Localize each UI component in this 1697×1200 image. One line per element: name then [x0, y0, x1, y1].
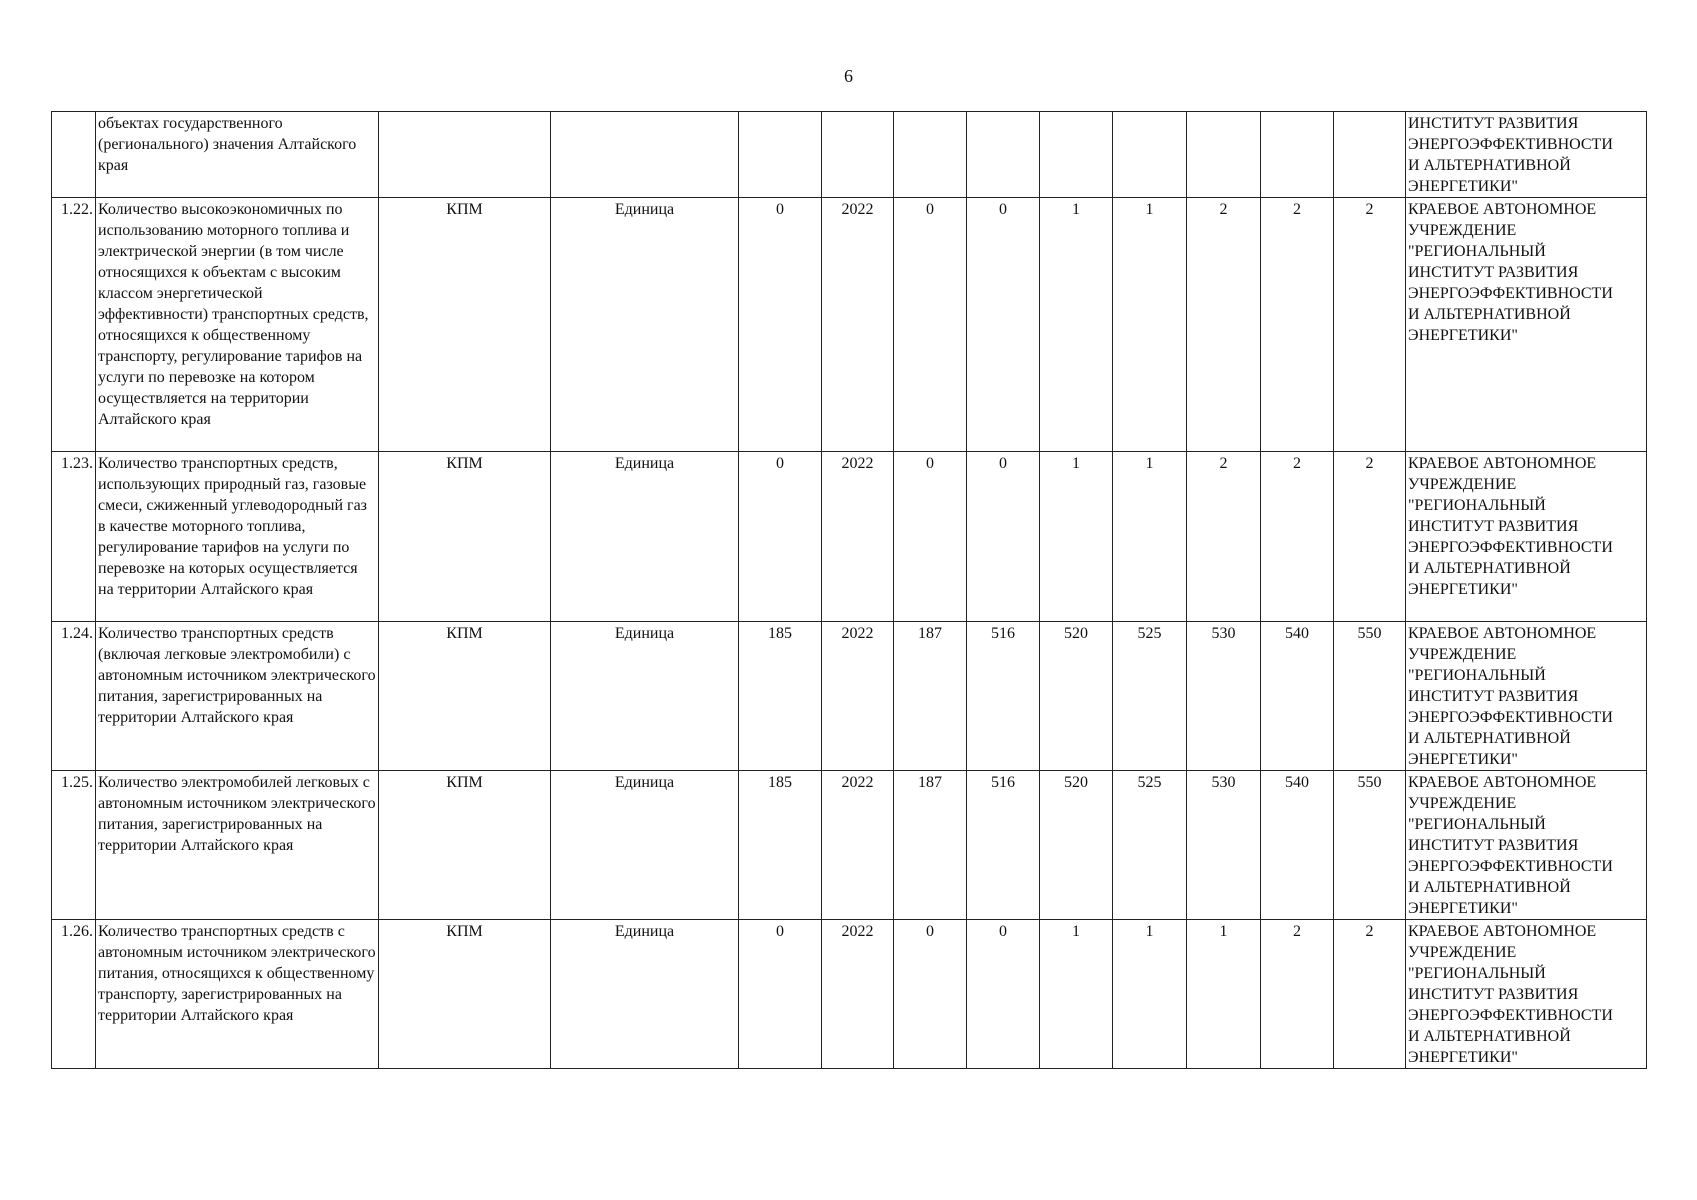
indicator-name-cell: Количество транспортных средств с автономным источником электрического питания, относящихся к общественному транспорту, зарегистрированных на территории Алтайского края: [96, 920, 379, 1069]
base-year-cell: 2022: [822, 771, 894, 920]
indicator-name-cell: Количество электромобилей легковых с автономным источником электрического питания, зарегистрированных на территории Алтайского края: [96, 771, 379, 920]
base-year-cell: 2022: [822, 198, 894, 452]
value-cell: 2: [1261, 452, 1334, 622]
base-value-cell: 185: [739, 771, 822, 920]
row-number-cell: 1.24.: [52, 622, 96, 771]
value-cell: [1040, 112, 1113, 198]
executor-line: "РЕГИОНАЛЬНЫЙ: [1408, 667, 1546, 684]
indicator-type-cell: [379, 112, 551, 198]
executor-line: И АЛЬТЕРНАТИВНОЙ: [1408, 730, 1571, 747]
executor-line: "РЕГИОНАЛЬНЫЙ: [1408, 497, 1546, 514]
table-row: [52, 771, 1647, 920]
value-cell: 540: [1261, 771, 1334, 920]
table-row: [52, 622, 1647, 771]
value-cell: 550: [1334, 771, 1406, 920]
indicator-type-cell: КПМ: [379, 920, 551, 1069]
row-number-cell: 1.25.: [52, 771, 96, 920]
row-number-cell: 1.22.: [52, 198, 96, 452]
value-cell: [1187, 112, 1261, 198]
indicator-name-cell: Количество транспортных средств, использующих природный газ, газовые смеси, сжиженный углеводородный газ в качестве моторного топлива, регулирование тарифов на услуги по перевозке на которых осуществляется на территории Алтайского края: [96, 452, 379, 622]
executor-line: И АЛЬТЕРНАТИВНОЙ: [1408, 879, 1571, 896]
executor-line: УЧРЕЖДЕНИЕ: [1408, 646, 1517, 663]
executor-line: УЧРЕЖДЕНИЕ: [1408, 476, 1517, 493]
executor-line: КРАЕВОЕ АВТОНОМНОЕ: [1408, 455, 1597, 472]
executor-line: ЭНЕРГЕТИКИ": [1408, 581, 1518, 598]
executor-line: "РЕГИОНАЛЬНЫЙ: [1408, 816, 1546, 833]
executor-line: ЭНЕРГОЭФФЕКТИВНОСТИ: [1408, 709, 1613, 726]
value-cell: 0: [894, 198, 967, 452]
executor-line: ИНСТИТУТ РАЗВИТИЯ: [1408, 115, 1579, 132]
value-cell: 520: [1040, 771, 1113, 920]
executor-line: УЧРЕЖДЕНИЕ: [1408, 222, 1517, 239]
executor-cell: [1406, 920, 1647, 1069]
base-year-cell: 2022: [822, 622, 894, 771]
value-cell: 0: [894, 452, 967, 622]
base-year-cell: 2022: [822, 452, 894, 622]
executor-line: ИНСТИТУТ РАЗВИТИЯ: [1408, 837, 1579, 854]
executor-line: "РЕГИОНАЛЬНЫЙ: [1408, 243, 1546, 260]
value-cell: 525: [1113, 771, 1187, 920]
value-cell: 0: [967, 920, 1040, 1069]
executor-cell: [1406, 452, 1647, 622]
executor-cell: [1406, 771, 1647, 920]
executor-line: КРАЕВОЕ АВТОНОМНОЕ: [1408, 923, 1597, 940]
value-cell: 520: [1040, 622, 1113, 771]
value-cell: [1113, 112, 1187, 198]
value-cell: 2: [1334, 920, 1406, 1069]
base-value-cell: 0: [739, 452, 822, 622]
row-number-cell: [52, 112, 96, 198]
value-cell: 540: [1261, 622, 1334, 771]
value-cell: 2: [1187, 452, 1261, 622]
executor-line: ИНСТИТУТ РАЗВИТИЯ: [1408, 264, 1579, 281]
value-cell: 530: [1187, 771, 1261, 920]
base-value-cell: 0: [739, 198, 822, 452]
executor-line: УЧРЕЖДЕНИЕ: [1408, 795, 1517, 812]
value-cell: 0: [967, 452, 1040, 622]
executor-line: И АЛЬТЕРНАТИВНОЙ: [1408, 157, 1571, 174]
row-number-cell: 1.26.: [52, 920, 96, 1069]
executor-line: КРАЕВОЕ АВТОНОМНОЕ: [1408, 625, 1597, 642]
value-cell: 2: [1334, 452, 1406, 622]
row-number-cell: 1.23.: [52, 452, 96, 622]
value-cell: 2: [1261, 198, 1334, 452]
unit-cell: Единица: [551, 198, 739, 452]
table-row: [52, 452, 1647, 622]
indicator-type-cell: КПМ: [379, 622, 551, 771]
executor-line: ЭНЕРГЕТИКИ": [1408, 178, 1518, 195]
value-cell: 0: [967, 198, 1040, 452]
executor-cell: [1406, 112, 1647, 198]
value-cell: 1: [1113, 198, 1187, 452]
value-cell: 1: [1113, 452, 1187, 622]
base-year-cell: [822, 112, 894, 198]
value-cell: 2: [1334, 198, 1406, 452]
value-cell: 516: [967, 622, 1040, 771]
executor-line: КРАЕВОЕ АВТОНОМНОЕ: [1408, 201, 1597, 218]
executor-line: УЧРЕЖДЕНИЕ: [1408, 944, 1517, 961]
value-cell: [1334, 112, 1406, 198]
executor-line: ИНСТИТУТ РАЗВИТИЯ: [1408, 518, 1579, 535]
indicator-type-cell: КПМ: [379, 771, 551, 920]
executor-line: "РЕГИОНАЛЬНЫЙ: [1408, 965, 1546, 982]
indicator-name-cell: объектах государственного (регионального) значения Алтайского края: [96, 112, 379, 198]
unit-cell: Единица: [551, 771, 739, 920]
value-cell: 550: [1334, 622, 1406, 771]
indicator-type-cell: КПМ: [379, 452, 551, 622]
value-cell: 1: [1040, 198, 1113, 452]
unit-cell: Единица: [551, 920, 739, 1069]
table-row: [52, 198, 1647, 452]
table-row: [52, 920, 1647, 1069]
executor-line: ИНСТИТУТ РАЗВИТИЯ: [1408, 986, 1579, 1003]
value-cell: 1: [1187, 920, 1261, 1069]
value-cell: [894, 112, 967, 198]
value-cell: 1: [1040, 920, 1113, 1069]
executor-line: И АЛЬТЕРНАТИВНОЙ: [1408, 1028, 1571, 1045]
executor-line: ЭНЕРГОЭФФЕКТИВНОСТИ: [1408, 285, 1613, 302]
executor-line: ЭНЕРГЕТИКИ": [1408, 900, 1518, 917]
value-cell: 530: [1187, 622, 1261, 771]
page-number: 6: [844, 66, 853, 86]
executor-cell: [1406, 622, 1647, 771]
value-cell: [1261, 112, 1334, 198]
executor-line: ЭНЕРГОЭФФЕКТИВНОСТИ: [1408, 136, 1613, 153]
base-year-cell: 2022: [822, 920, 894, 1069]
value-cell: 2: [1261, 920, 1334, 1069]
value-cell: 187: [894, 622, 967, 771]
executor-cell: [1406, 198, 1647, 452]
executor-line: ЭНЕРГЕТИКИ": [1408, 327, 1518, 344]
indicator-name-cell: Количество высокоэкономичных по использованию моторного топлива и электрической энергии (в том числе относящихся к объектам с высоким классом энергетической эффективности) транспортных средств, относящихся к общественному транспорту, регулирование тарифов на услуги по перевозке на котором осуществляется на территории Алтайского края: [96, 198, 379, 452]
executor-line: И АЛЬТЕРНАТИВНОЙ: [1408, 560, 1571, 577]
base-value-cell: [739, 112, 822, 198]
executor-line: ЭНЕРГОЭФФЕКТИВНОСТИ: [1408, 858, 1613, 875]
executor-line: ЭНЕРГЕТИКИ": [1408, 1049, 1518, 1066]
table-row: [52, 112, 1647, 198]
executor-line: ЭНЕРГЕТИКИ": [1408, 751, 1518, 768]
executor-line: ЭНЕРГОЭФФЕКТИВНОСТИ: [1408, 539, 1613, 556]
value-cell: 1: [1040, 452, 1113, 622]
value-cell: 0: [894, 920, 967, 1069]
base-value-cell: 0: [739, 920, 822, 1069]
value-cell: 2: [1187, 198, 1261, 452]
value-cell: [967, 112, 1040, 198]
executor-line: КРАЕВОЕ АВТОНОМНОЕ: [1408, 774, 1597, 791]
unit-cell: Единица: [551, 452, 739, 622]
indicator-type-cell: КПМ: [379, 198, 551, 452]
indicators-table: [51, 111, 1647, 1069]
unit-cell: [551, 112, 739, 198]
value-cell: 525: [1113, 622, 1187, 771]
executor-line: ИНСТИТУТ РАЗВИТИЯ: [1408, 688, 1579, 705]
value-cell: 1: [1113, 920, 1187, 1069]
indicator-name-cell: Количество транспортных средств (включая легковые электромобили) с автономным источником электрического питания, зарегистрированных на территории Алтайского края: [96, 622, 379, 771]
base-value-cell: 185: [739, 622, 822, 771]
unit-cell: Единица: [551, 622, 739, 771]
executor-line: ЭНЕРГОЭФФЕКТИВНОСТИ: [1408, 1007, 1613, 1024]
value-cell: 187: [894, 771, 967, 920]
value-cell: 516: [967, 771, 1040, 920]
executor-line: И АЛЬТЕРНАТИВНОЙ: [1408, 306, 1571, 323]
